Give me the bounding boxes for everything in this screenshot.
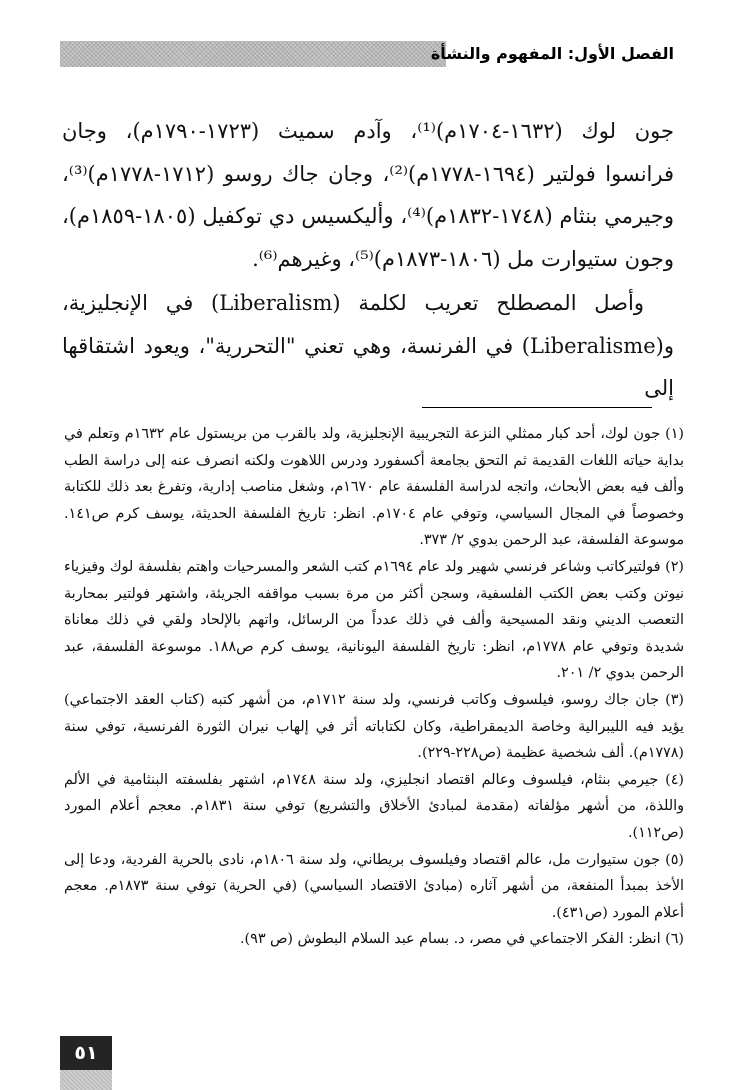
footnote-1: (١) جون لوك، أحد كبار ممثلي النزعة التجريبية الإنجليزية، ولد بالقرب من بريستول عام ١٦٣٢م وتعلم في بداية حياته اللغات القديمة ثم التحق بجامعة أكسفورد ودرس اللاهوت ولكنه انصرف عنه إلى دراسة الطب وألف فيه بعض الأبحاث، واتجه لدراسة الفلسفة عام ١٦٧٠م، وشغل مناصب إدارية، وتفرغ بعد ذلك للكتابة وخصوصاً في المجال السياسي، وتوفي عام ١٧٠٤م. انظر: تاريخ الفلسفة الحديثة، يوسف كرم ص١٤١. موسوعة الفلسفة، عبد الرحمن بدوي ٢/ ٣٧٣. <box>64 426 685 549</box>
body-paragraph: جون لوك (١٦٣٢-١٧٠٤م)⁽¹⁾، وآدم سميث (١٧٢٣-١٧٩٠م)، وجان فرانسوا فولتير (١٦٩٤-١٧٧٨م)⁽²⁾، وجان جاك روسو (١٧١٢-١٧٧٨م)⁽³⁾، وجيرمي بنثام (١٧٤٨-١٨٣٢م)⁽⁴⁾، وأليكسيس دي توكفيل (١٨٠٥-١٨٥٩م)، وجون ستيوارت مل (١٨٠٦-١٨٧٣م)⁽⁵⁾، وغيرهم⁽⁶⁾. <box>62 119 675 271</box>
footnotes <box>64 421 684 953</box>
page-number: ٥١ <box>74 1042 98 1064</box>
body-paragraph: وأصل المصطلح تعريب لكلمة (Liberalism) في الإنجليزية، و(Liberalisme) في الفرنسة، وهي تعني "التحررية"، ويعود اشتقاقها إلى <box>62 291 674 400</box>
main-text <box>62 110 674 410</box>
page-number-box <box>60 1036 112 1070</box>
footnote-2: (٢) فولتيركاتب وشاعر فرنسي شهير ولد عام ١٦٩٤م كتب الشعر والمسرحيات واهتم بفلسفة لوك وفيزياء نيوتن وكتب بعض الكتب الفلسفية، وسجن أكثر من مرة بسبب مواقفه الجريئة، واشتهر فولتير بمحاربة التعصب الديني ونقد المسيحية وألف في ذلك عدداً من الرسائل، واتهم بالإلحاد ولقي في ذلك معاناة شديدة وتوفي عام ١٧٧٨م، انظر: تاريخ الفلسفة اليونانية، يوسف كرم ص١٨٨. موسوعة الفلسفة، عبد الرحمن بدوي ٢/ ٢٠١. <box>64 558 684 682</box>
footnote-5: (٥) جون ستيوارت مل، عالم اقتصاد وفيلسوف بريطاني، ولد سنة ١٨٠٦م، نادى بالحرية الفردية، ودعا إلى الأخذ بمبدأ المنفعة، من أشهر آثاره (مبادئ الاقتصاد السياسي) (في الحرية) توفي سنة ١٨٧٣م. معجم أعلام المورد (ص٤٣١). <box>64 851 684 921</box>
footnote-6: (٦) انظر: الفكر الاجتماعي في مصر، د. بسام عبد السلام البطوش (ص ٩٣). <box>240 931 684 948</box>
footnote-4: (٤) جيرمي بنثام، فيلسوف وعالم اقتصاد انجليزي، ولد سنة ١٧٤٨م، اشتهر بفلسفته البنثامية في الألم واللذة، من أشهر مؤلفاته (مقدمة لمبادئ الأخلاق والتشريع) توفي سنة ١٨٣١م. معجم أعلام المورد (ص١١٢). <box>64 771 684 841</box>
footnote-3: (٣) جان جاك روسو، فيلسوف وكاتب فرنسي، ولد سنة ١٧١٢م، من أشهر كتبه (كتاب العقد الاجتماعي) يؤيد فيه الليبرالية وخاصة الديمقراطية، وكان لكتاباته أثر في إلهاب نيران الثورة الفرنسية، توفي سنة (١٧٧٨م). ألف شخصية عظيمة (ص٢٢٨-٢٢٩). <box>64 691 684 762</box>
header-decorative-band <box>60 41 446 67</box>
running-title: الفصل الأول: المفهوم والنشأة <box>430 44 674 63</box>
footnote-separator <box>422 407 652 408</box>
